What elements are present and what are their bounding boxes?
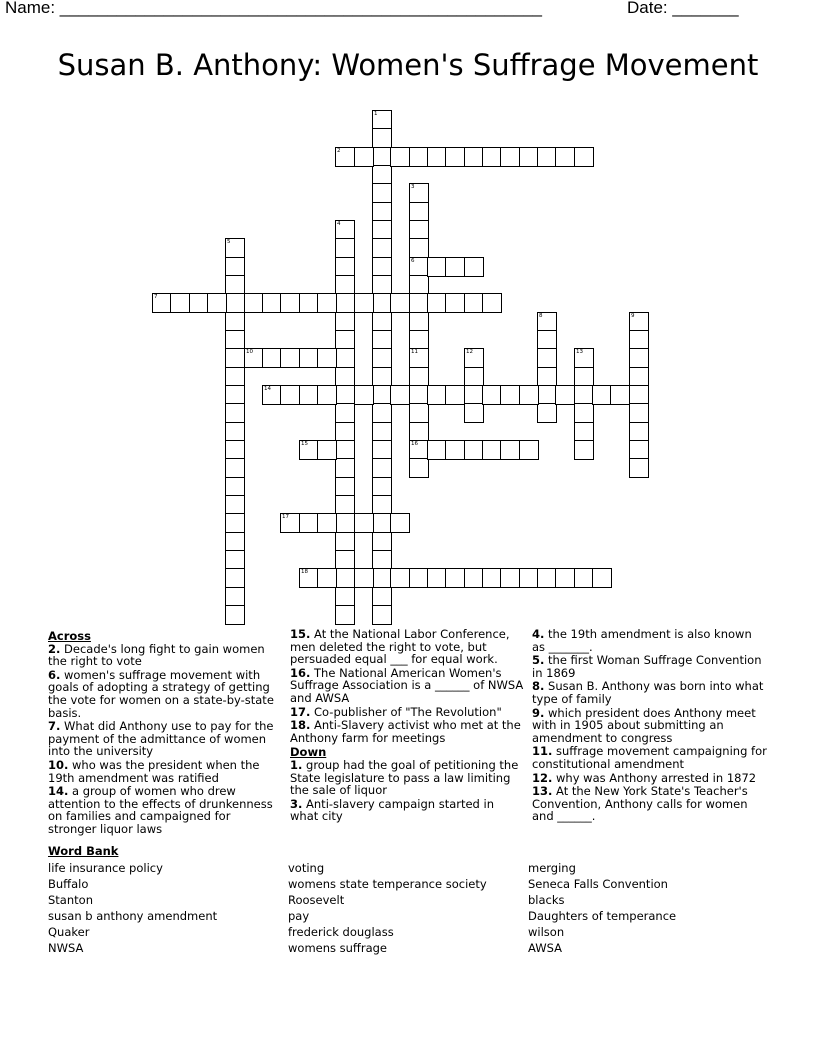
crossword-cell[interactable] (390, 385, 410, 405)
clue-number: 10 (246, 349, 253, 355)
crossword-cell[interactable] (225, 257, 245, 277)
crossword-cell[interactable] (537, 312, 557, 332)
clue-down-9: 9. which president does Anthony meet with in 1905 about submitting an amendment to congress (532, 705, 756, 745)
crossword-cell[interactable] (299, 348, 319, 368)
crossword-cell[interactable] (299, 440, 319, 460)
crossword-cell[interactable] (262, 348, 282, 368)
clue-number: 5 (227, 239, 231, 245)
crossword-cell[interactable] (189, 293, 209, 313)
word-bank-column-1 (48, 860, 278, 956)
crossword-cell[interactable] (409, 257, 429, 277)
clue-number: 13 (576, 349, 583, 355)
crossword-cell[interactable] (372, 330, 392, 350)
crossword-cell[interactable] (464, 440, 484, 460)
crossword-cell[interactable] (555, 568, 575, 588)
crossword-cell[interactable] (500, 147, 520, 167)
word-bank-item: wilson (528, 925, 565, 939)
crossword-cell[interactable] (464, 293, 484, 313)
crossword-cell[interactable] (280, 513, 300, 533)
clue-down-12: 12. why was Anthony arrested in 1872 (532, 770, 757, 785)
crossword-cell[interactable] (537, 330, 557, 350)
crossword-cell[interactable] (262, 293, 282, 313)
crossword-cell[interactable] (427, 385, 447, 405)
clue-across-18: 18. Anti-Slavery activist who met at the Anthony farm for meetings (290, 718, 521, 745)
crossword-cell[interactable] (409, 238, 429, 258)
clue-number: 7 (154, 294, 158, 300)
clue-across-10: 10. who was the president when the 19th amendment was ratified (48, 757, 260, 785)
crossword-cell[interactable] (372, 367, 392, 387)
crossword-cell[interactable] (464, 367, 484, 387)
word-bank-item: AWSA (528, 941, 562, 955)
crossword-cell[interactable] (409, 458, 429, 478)
clue-across-7: 7. What did Anthony use to pay for the payment of the admittance of women into the university (48, 719, 274, 759)
crossword-cell[interactable] (427, 257, 447, 277)
crossword-cell[interactable] (335, 220, 355, 240)
clues-column-2 (290, 628, 524, 824)
crossword-cell[interactable] (409, 293, 429, 313)
clue-down-8: 8. Susan B. Anthony was born into what type of family (532, 679, 764, 706)
crossword-cell[interactable] (225, 513, 245, 533)
crossword-cell[interactable] (445, 385, 465, 405)
crossword-cell[interactable] (574, 440, 594, 460)
crossword-cell[interactable] (225, 403, 245, 423)
crossword-cell[interactable] (464, 385, 484, 405)
word-bank-item: pay (288, 909, 310, 923)
crossword-cell[interactable] (335, 312, 355, 332)
crossword-cell[interactable] (555, 147, 575, 167)
crossword-cell[interactable] (207, 293, 227, 313)
clue-down-1: 1. group had the goal of petitioning the State legislature to pass a law limiting the sale of liquor (290, 757, 519, 798)
crossword-cell[interactable] (225, 532, 245, 552)
crossword-cell[interactable] (372, 220, 392, 240)
crossword-cell[interactable] (592, 568, 612, 588)
clues-column-3 (532, 628, 768, 824)
clue-down-5: 5. the first Woman Suffrage Convention in 1869 (532, 653, 762, 680)
date-field[interactable]: Date: _______ (627, 0, 739, 17)
word-bank-column-2 (288, 860, 518, 956)
crossword-cell[interactable] (500, 385, 520, 405)
crossword-cell[interactable] (537, 568, 557, 588)
crossword-cell[interactable] (372, 587, 392, 607)
word-bank-item: womens state temperance society (288, 877, 487, 891)
crossword-cell[interactable] (482, 440, 502, 460)
crossword-cell[interactable] (225, 458, 245, 478)
crossword-cell[interactable] (317, 568, 337, 588)
crossword-cell[interactable] (409, 403, 429, 423)
word-bank-item: frederick douglass (288, 925, 394, 939)
clue-down-13: 13. At the New York State's Teacher's Convention, Anthony calls for women and ______. (532, 784, 748, 824)
crossword-cell[interactable] (372, 605, 392, 625)
crossword-cell[interactable] (225, 422, 245, 442)
crossword-cell[interactable] (372, 110, 392, 130)
crossword-cell[interactable] (445, 440, 465, 460)
crossword-cell[interactable] (335, 495, 355, 515)
crossword-cell[interactable] (409, 568, 429, 588)
clue-number: 14 (264, 386, 271, 392)
crossword-cell[interactable] (225, 550, 245, 570)
clue-number: 16 (411, 441, 418, 447)
crossword-cell[interactable] (372, 495, 392, 515)
clue-number: 9 (631, 313, 635, 319)
clue-across-17: 17. Co-publisher of "The Revolution" (290, 704, 502, 719)
crossword-cell[interactable] (427, 293, 447, 313)
crossword-cell[interactable] (409, 220, 429, 240)
crossword-cell[interactable] (537, 385, 557, 405)
crossword-cell[interactable] (500, 440, 520, 460)
crossword-cell[interactable] (317, 440, 337, 460)
crossword-cell[interactable] (629, 440, 649, 460)
crossword-cell[interactable] (409, 147, 429, 167)
crossword-cell[interactable] (445, 147, 465, 167)
crossword-cell[interactable] (225, 348, 245, 368)
crossword-cell[interactable] (280, 385, 300, 405)
crossword-cell[interactable] (372, 422, 392, 442)
crossword-cell[interactable] (519, 568, 539, 588)
name-field[interactable]: Name: ___________________________________________________ (5, 0, 542, 17)
crossword-cell[interactable] (372, 183, 392, 203)
crossword-cell[interactable] (629, 312, 649, 332)
crossword-cell[interactable] (409, 312, 429, 332)
word-bank (48, 844, 768, 955)
crossword-cell[interactable] (372, 257, 392, 277)
crossword-cell[interactable] (390, 147, 410, 167)
clue-down-11: 11. suffrage movement campaigning for constitutional amendment (532, 744, 767, 771)
clues-column-1 (48, 628, 280, 837)
crossword-cell[interactable] (225, 605, 245, 625)
crossword-cell[interactable] (335, 605, 355, 625)
crossword-cell[interactable] (335, 458, 355, 478)
clue-across-2: 2. Decade's long fight to gain women the right to vote (48, 641, 265, 669)
crossword-cell[interactable] (500, 568, 520, 588)
across-heading: Across (48, 629, 91, 643)
crossword-cell[interactable] (372, 385, 392, 405)
crossword-cell[interactable] (445, 293, 465, 313)
crossword-cell[interactable] (372, 165, 392, 185)
crossword-cell[interactable] (372, 238, 392, 258)
clue-across-15: 15. At the National Labor Conference, men deleted the right to vote, but persuaded equal ___ for equal work. (290, 627, 510, 667)
word-bank-item: merging (528, 861, 576, 875)
crossword-cell[interactable] (335, 275, 355, 295)
crossword-cell[interactable] (225, 275, 245, 295)
crossword-cell[interactable] (464, 257, 484, 277)
crossword-cell[interactable] (409, 367, 429, 387)
crossword-cell[interactable] (354, 385, 374, 405)
down-heading: Down (290, 745, 327, 760)
word-bank-heading: Word Bank (48, 844, 119, 858)
crossword-cell[interactable] (574, 568, 594, 588)
crossword-cell[interactable] (335, 238, 355, 258)
clue-number: 15 (301, 441, 308, 447)
crossword-cell[interactable] (335, 440, 355, 460)
crossword-cell[interactable] (445, 257, 465, 277)
crossword-cell[interactable] (335, 385, 355, 405)
clue-number: 3 (411, 184, 415, 190)
crossword-cell[interactable] (574, 147, 594, 167)
crossword-cell[interactable] (262, 385, 282, 405)
crossword-cell[interactable] (335, 513, 355, 533)
word-bank-item: blacks (528, 893, 565, 907)
crossword-cell[interactable] (629, 348, 649, 368)
clue-down-3: 3. Anti-slavery campaign started in what city (290, 796, 495, 824)
crossword-cell[interactable] (372, 568, 392, 588)
crossword-cell[interactable] (335, 367, 355, 387)
crossword-cell[interactable] (225, 330, 245, 350)
crossword-cell[interactable] (317, 293, 337, 313)
clue-number: 6 (411, 258, 415, 264)
crossword-cell[interactable] (409, 422, 429, 442)
crossword-cell[interactable] (574, 403, 594, 423)
crossword-cell[interactable] (390, 513, 410, 533)
crossword-cell[interactable] (317, 348, 337, 368)
crossword-cell[interactable] (537, 403, 557, 423)
crossword-cell[interactable] (482, 568, 502, 588)
clue-across-16: 16. The National American Women's Suffrage Association is a ______ of NWSA and AWSA (290, 665, 524, 705)
crossword-cell[interactable] (409, 275, 429, 295)
crossword-cell[interactable] (409, 183, 429, 203)
crossword-cell[interactable] (409, 348, 429, 368)
crossword-cell[interactable] (592, 385, 612, 405)
crossword-cell[interactable] (335, 532, 355, 552)
crossword-cell[interactable] (464, 147, 484, 167)
crossword-cell[interactable] (335, 147, 355, 167)
page-title: Susan B. Anthony: Women's Suffrage Movement (57, 48, 759, 82)
clue-number: 17 (282, 514, 289, 520)
crossword-cell[interactable] (335, 568, 355, 588)
crossword-cell[interactable] (225, 238, 245, 258)
crossword-cell[interactable] (244, 293, 264, 313)
crossword-cell[interactable] (225, 568, 245, 588)
word-bank-item: susan b anthony amendment (48, 909, 218, 923)
crossword-cell[interactable] (317, 385, 337, 405)
crossword-cell[interactable] (299, 293, 319, 313)
crossword-cell[interactable] (409, 202, 429, 222)
crossword-cell[interactable] (629, 330, 649, 350)
crossword-cell[interactable] (317, 513, 337, 533)
crossword-cell[interactable] (574, 367, 594, 387)
crossword-cell[interactable] (335, 293, 355, 313)
crossword-cell[interactable] (427, 568, 447, 588)
crossword-cell[interactable] (354, 293, 374, 313)
crossword-cell[interactable] (335, 403, 355, 423)
crossword-cell[interactable] (519, 385, 539, 405)
crossword-cell[interactable] (574, 422, 594, 442)
crossword-cell[interactable] (574, 348, 594, 368)
word-bank-item: womens suffrage (288, 941, 388, 955)
crossword-cell[interactable] (225, 440, 245, 460)
crossword-cell[interactable] (629, 458, 649, 478)
crossword-cell[interactable] (372, 532, 392, 552)
clue-across-14: 14. a group of women who drew attention to the effects of drunkenness on families and campaigned for stronger liquor laws (48, 784, 273, 836)
crossword-cell[interactable] (372, 458, 392, 478)
word-bank-column-3 (528, 860, 758, 956)
crossword-cell[interactable] (354, 513, 374, 533)
crossword-cell[interactable] (629, 385, 649, 405)
crossword-cell[interactable] (372, 440, 392, 460)
crossword-cell[interactable] (244, 348, 264, 368)
crossword-cell[interactable] (354, 568, 374, 588)
crossword-cell[interactable] (574, 385, 594, 405)
crossword-cell[interactable] (170, 293, 190, 313)
crossword-cell[interactable] (409, 330, 429, 350)
crossword-cell[interactable] (482, 293, 502, 313)
crossword-cell[interactable] (482, 385, 502, 405)
crossword-cell[interactable] (299, 513, 319, 533)
word-bank-item: Seneca Falls Convention (528, 877, 668, 891)
crossword-cell[interactable] (629, 367, 649, 387)
clue-number: 12 (466, 349, 473, 355)
clue-number: 2 (337, 148, 341, 154)
clue-across-6: 6. women's suffrage movement with goals of adopting a strategy of getting the vote for women on a state-by-state basis. (48, 667, 274, 720)
word-bank-item: Buffalo (48, 877, 89, 891)
crossword-cell[interactable] (225, 312, 245, 332)
crossword-cell[interactable] (537, 367, 557, 387)
crossword-cell[interactable] (335, 422, 355, 442)
crossword-cell[interactable] (372, 202, 392, 222)
crossword-cell[interactable] (335, 348, 355, 368)
word-bank-item: life insurance policy (48, 861, 163, 875)
clue-number: 11 (411, 349, 418, 355)
crossword-cell[interactable] (555, 385, 575, 405)
crossword-cell[interactable] (372, 403, 392, 423)
crossword-cell[interactable] (225, 293, 245, 313)
crossword-cell[interactable] (335, 550, 355, 570)
crossword-cell[interactable] (299, 568, 319, 588)
word-bank-item: Daughters of temperance (528, 909, 677, 923)
crossword-cell[interactable] (537, 348, 557, 368)
crossword-cell[interactable] (280, 293, 300, 313)
crossword-cell[interactable] (372, 348, 392, 368)
crossword-cell[interactable] (372, 477, 392, 497)
crossword-cell[interactable] (372, 275, 392, 295)
crossword-cell[interactable] (629, 403, 649, 423)
word-bank-item: NWSA (48, 941, 84, 955)
clue-number: 18 (301, 569, 308, 575)
crossword-cell[interactable] (464, 348, 484, 368)
crossword-cell[interactable] (629, 422, 649, 442)
crossword-cell[interactable] (225, 367, 245, 387)
crossword-cell[interactable] (390, 293, 410, 313)
crossword-cell[interactable] (372, 293, 392, 313)
crossword-cell[interactable] (464, 403, 484, 423)
crossword-cell[interactable] (372, 513, 392, 533)
crossword-cell[interactable] (280, 348, 300, 368)
crossword-cell[interactable] (537, 147, 557, 167)
clue-number: 4 (337, 221, 341, 227)
crossword-cell[interactable] (482, 147, 502, 167)
crossword-cell[interactable] (427, 147, 447, 167)
crossword-cell[interactable] (409, 440, 429, 460)
word-bank-item: Stanton (48, 893, 93, 907)
crossword-cell[interactable] (335, 330, 355, 350)
crossword-cell[interactable] (427, 440, 447, 460)
crossword-cell[interactable] (445, 568, 465, 588)
clue-number: 8 (539, 313, 543, 319)
crossword-cell[interactable] (409, 385, 429, 405)
crossword-cell[interactable] (152, 293, 172, 313)
crossword-cell[interactable] (225, 385, 245, 405)
word-bank-item: Roosevelt (288, 893, 345, 907)
clue-number: 1 (374, 111, 378, 117)
crossword-cell[interactable] (335, 587, 355, 607)
clue-down-4: 4. the 19th amendment is also known as _______. (532, 627, 752, 654)
crossword-cell[interactable] (335, 257, 355, 277)
crossword-cell[interactable] (390, 568, 410, 588)
crossword-cell[interactable] (464, 568, 484, 588)
crossword-cell[interactable] (372, 147, 392, 167)
crossword-cell[interactable] (335, 477, 355, 497)
crossword-cell[interactable] (610, 385, 630, 405)
crossword-cell[interactable] (372, 550, 392, 570)
word-bank-item: Quaker (48, 925, 90, 939)
crossword-cell[interactable] (299, 385, 319, 405)
crossword-cell[interactable] (372, 312, 392, 332)
crossword-cell[interactable] (519, 440, 539, 460)
crossword-cell[interactable] (354, 147, 374, 167)
crossword-cell[interactable] (225, 495, 245, 515)
crossword-cell[interactable] (225, 477, 245, 497)
crossword-cell[interactable] (372, 128, 392, 148)
word-bank-item: voting (288, 861, 325, 875)
crossword-cell[interactable] (225, 587, 245, 607)
crossword-cell[interactable] (519, 147, 539, 167)
